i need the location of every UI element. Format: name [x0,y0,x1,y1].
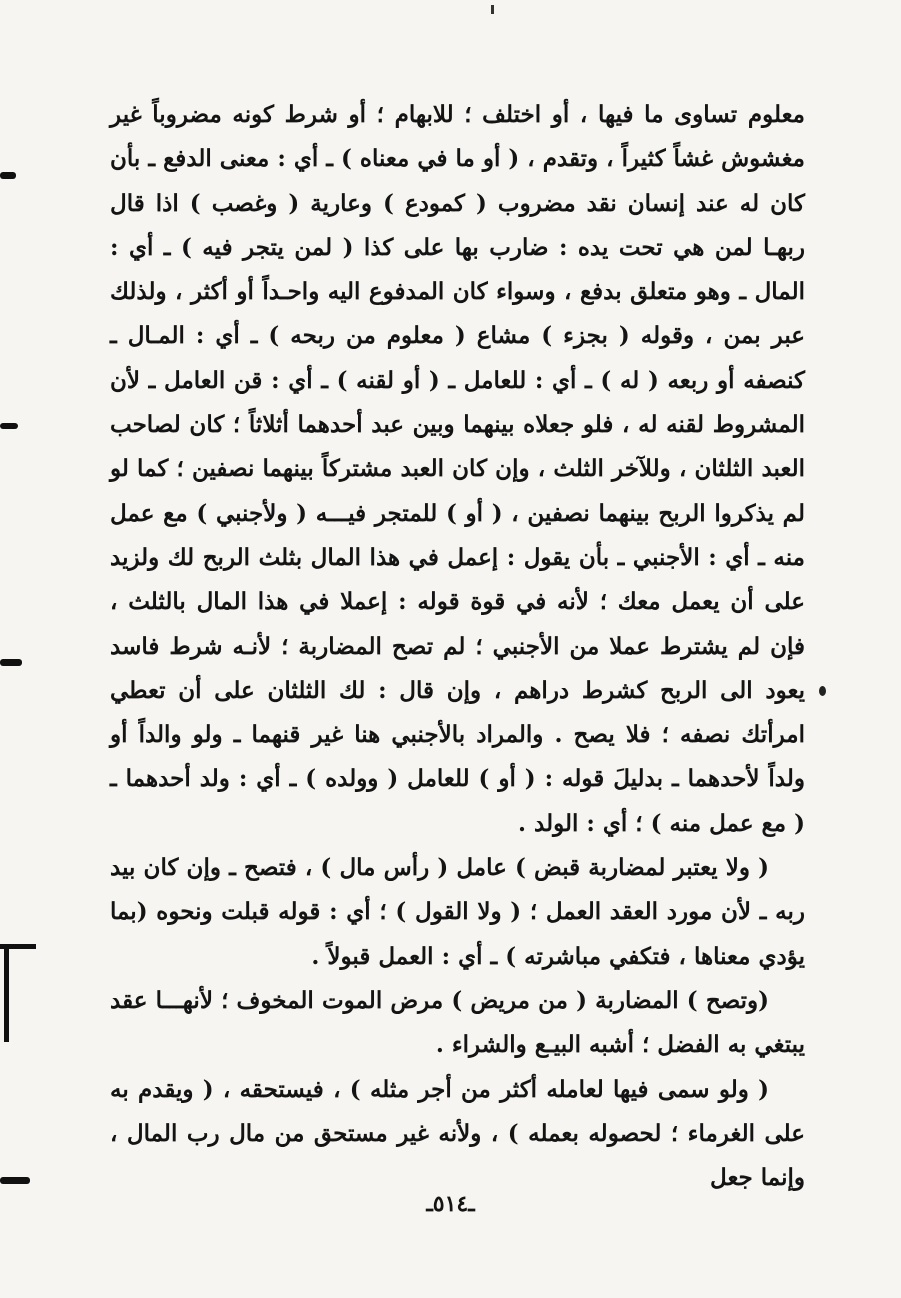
paragraph-4: ( ولو سمى فيها لعامله أكثر من أجر مثله ) ، فيستحقه ، ( ويقدم به على الغرماء ؛ لحصوله بعمله ) ، ولأنه غير مستحق من مال رب المال ، وإنما جعل [110,1075,805,1192]
paragraph-1: معلوم تساوى ما فيها ، أو اختلف ؛ للابهام ؛ أو شرط كونه مضروباً غير مغشوش غشاً كثيراً ، وتقدم ، ( أو ما في معناه ) ـ أي : معنى الدفع ـ بأن كان له عند إنسان نقد مضروب ( كمودع ) وعارية ( وغصب ) اذا قال ربهـا لمن هي تحت يده : ضارب بها على كذا ( لمن يتجر فيه ) ـ أي : المال ـ وهو متعلق بدفع ، وسواء كان المدفوع اليه واحـداً أو أكثر ، ولذلك عبر بمن ، وقوله ( بجزء ) مشاع ( معلوم من ربحه ) ـ أي : المـال ـ كنصفه أو ربعه ( له ) ـ أي : للعامل ـ ( أو لقنه ) ـ أي : قن العامل ـ لأن المشروط لقنه له ، فلو جعلاه بينهما وبين عبد أحدهما أثلاثاً ؛ كان لصاحب العبد الثلثان ، وللآخر الثلث ، وإن كان العبد مشتركاً بينهما نصفين ؛ كما لو لم يذكروا الربح بينهما نصفين ، ( أو ) للمتجر فيـــه ( ولأجنبي ) مع عمل منه ـ أي : الأجنبي ـ بأن يقول : إعمل في هذا المال بثلث الربح لك ولزيد على أن يعمل معك ؛ لأنه في قوة قوله : إعملا في هذا المال بالثلث ، فإن لم يشترط عملا من الأجنبي ؛ لم تصح المضاربة ؛ لأنـه شرط فاسد يعود الى الربح كشرط دراهم ، وإن قال : لك الثلثان على أن تعطي امرأتك نصفه ؛ فلا يصح . والمراد بالأجنبي هنا غير قنهما ـ ولو والداً أو ولداً لأحدهما ـ بدليلَ قوله : ( أو ) للعامل ( وولده ) ـ أي : ولد أحدهما ـ ( مع عمل منه ) ؛ أي : الولد . [110,101,805,837]
scan-edge-mark [4,944,9,1042]
body-text [110,93,805,1200]
page-number: ـ٥١٤ـ [426,1191,475,1217]
scan-speck [491,5,494,14]
scan-speck [819,686,826,696]
scan-edge-mark [0,423,18,429]
paragraph-3: (وتصح ) المضاربة ( من مريض ) مرض الموت المخوف ؛ لأنهـــا عقد يبتغي به الفضل ؛ أشبه البيـع والشراء . [110,986,805,1059]
paragraph-2: ( ولا يعتبر لمضاربة قبض ) عامل ( رأس مال ) ، فتصح ـ وإن كان بيد ربه ـ لأن مورد العقد العمل ؛ ( ولا القول ) ؛ أي : قوله قبلت ونحوه (بما يؤدي معناها ، فتكفي مباشرته ) ـ أي : العمل قبولاً . [110,854,805,970]
scan-edge-mark [0,172,16,179]
scan-edge-mark [0,659,22,666]
scan-edge-mark [0,1177,30,1184]
